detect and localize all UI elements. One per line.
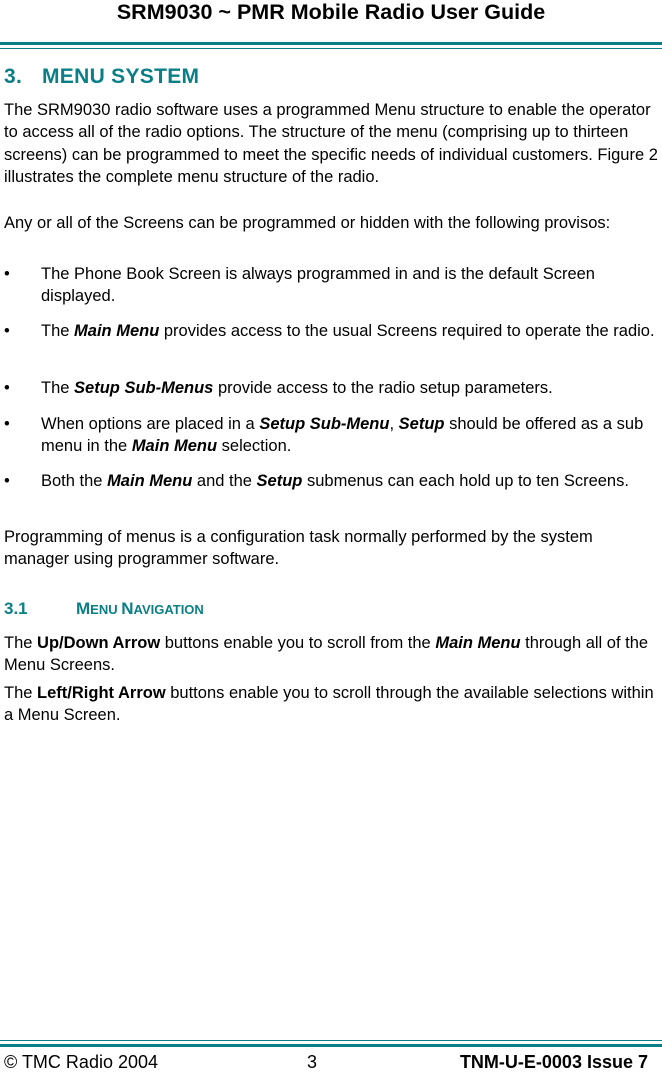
footer-rule-thick	[0, 1044, 662, 1047]
navigation-paragraph-1: The Up/Down Arrow buttons enable you to scroll from the Main Menu through all of the Menu Screens.	[4, 634, 649, 675]
list-item: The Main Menu provides access to the usual Screens required to operate the radio.	[41, 322, 655, 340]
navigation-paragraph-2: The Left/Right Arrow buttons enable you to scroll through the available selections within a Menu Screen.	[4, 684, 654, 725]
footer-doc-id: TNM-U-E-0003 Issue 7	[459, 1052, 648, 1072]
header-rule-thick	[0, 42, 662, 45]
bullet-marker: •	[4, 415, 10, 433]
closing-paragraph: Programming of menus is a configuration task normally performed by the system manager using programmer software.	[4, 528, 593, 569]
list-item: The Phone Book Screen is always programmed in and is the default Screen displayed.	[41, 265, 595, 306]
header-title: SRM9030 ~ PMR Mobile Radio User Guide	[116, 0, 546, 24]
footer-copyright: © TMC Radio 2004	[4, 1052, 159, 1072]
section-number: 3.	[4, 65, 23, 88]
bullet-marker: •	[4, 379, 10, 397]
section-heading	[4, 65, 199, 89]
footer-rule-thin	[0, 1040, 662, 1041]
list-item: When options are placed in a Setup Sub-Menu, Setup should be offered as a sub menu in the Main Menu selection.	[41, 415, 644, 456]
section-title: MENU SYSTEM	[42, 65, 200, 88]
bullet-marker: •	[4, 265, 10, 283]
list-item: Both the Main Menu and the Setup submenus can each hold up to ten Screens.	[41, 472, 629, 490]
list-item: The Setup Sub-Menus provide access to the radio setup parameters.	[41, 379, 553, 397]
provisos-paragraph: Any or all of the Screens can be programmed or hidden with the following provisos:	[4, 214, 611, 232]
footer-page-number: 3	[307, 1052, 318, 1072]
header-rule-thin	[0, 48, 662, 49]
subsection-number: 3.1	[4, 599, 28, 618]
subsection-heading: 3.1 MENU NAVIGATION	[4, 599, 204, 618]
bullet-marker: •	[4, 322, 10, 340]
bullet-marker: •	[4, 472, 10, 490]
intro-paragraph: The SRM9030 radio software uses a programmed Menu structure to enable the operator to access all of the radio options. The structure of the menu (comprising up to thirteen screens) can be programmed to meet the specific needs of individual customers. Figure 2 illustrates the complete menu structure of the radio.	[4, 101, 658, 186]
